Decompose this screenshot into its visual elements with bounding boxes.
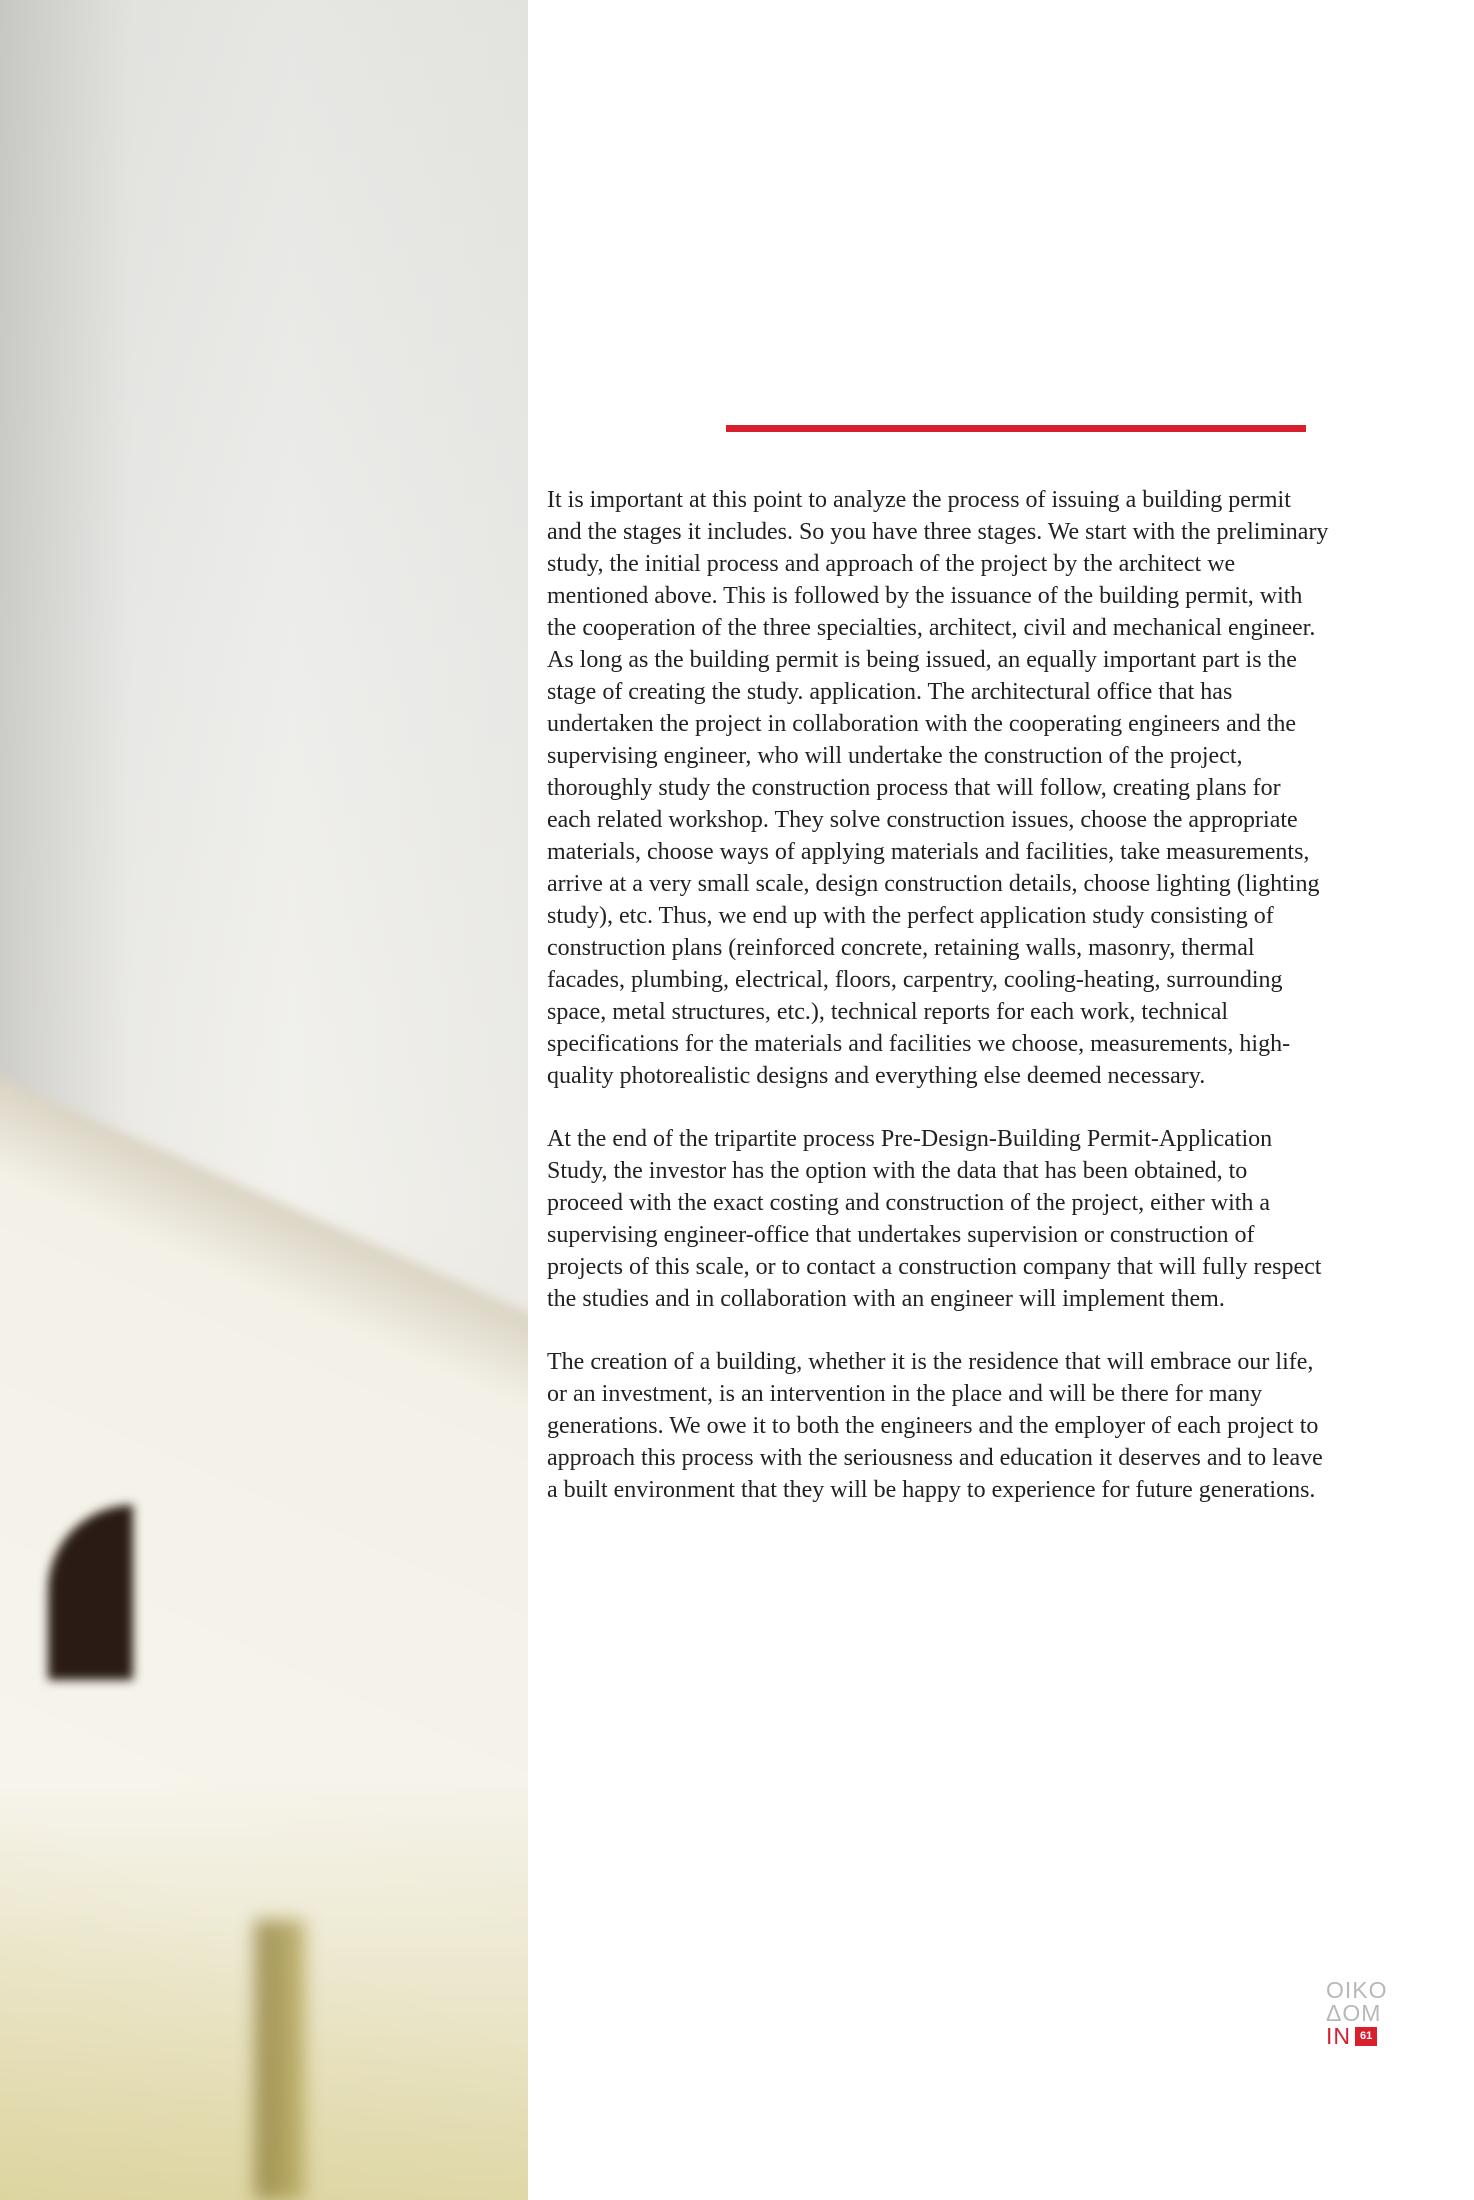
accent-rule [726, 425, 1306, 432]
fence-post [255, 1920, 305, 2200]
logo-text-2: ΔOM [1326, 2000, 1382, 2026]
logo-line-1 [1326, 1979, 1416, 2002]
house-photo [0, 0, 528, 2200]
article-body [547, 484, 1329, 1537]
logo-text-1: OIKO [1326, 1977, 1388, 2003]
article-paragraph-1: It is important at this point to analyze the process of issuing a building permit and the stages it includes. So you have three stages. We start with the preliminary study, the initial process and approach of the project by the architect we mentioned above. This is followed by the issuance of the building permit, with the cooperation of the three specialties, architect, civil and mechanical engineer. As long as the building permit is being issued, an equally important part is the stage of creating the study. application. The architectural office that has undertaken the project in collaboration with the cooperating engineers and the supervising engineer, who will undertake the construction of the project, thoroughly study the construction process that will follow, creating plans for each related workshop. They solve construction issues, choose the appropriate materials, choose ways of applying materials and facilities, take measurements, arrive at a very small scale, design construction details, choose lighting (lighting study), etc. Thus, we end up with the perfect application study consisting of construction plans (reinforced concrete, retaining walls, masonry, thermal facades, plumbing, electrical, floors, carpentry, cooling-heating, surrounding space, metal structures, etc.), technical reports for each work, technical specifications for the materials and facilities we choose, measurements, high-quality photorealistic designs and everything else deemed necessary. [547, 487, 1329, 1089]
article-paragraph-2: At the end of the tripartite process Pre-Design-Building Permit-Application Study, the investor has the option with the data that has been obtained, to proceed with the exact costing and construction of the project, either with a supervising engineer-office that undertakes supervision or construction of projects of this scale, or to contact a construction company that will fully respect the studies and in collaboration with an engineer will implement them. [547, 1126, 1322, 1312]
logo-text-3: IN [1326, 2023, 1351, 2049]
logo-line-2 [1326, 2002, 1416, 2025]
magazine-logo [1326, 1979, 1416, 2048]
page-number-badge: 61 [1355, 2027, 1377, 2046]
logo-line-3 [1326, 2025, 1416, 2048]
article-paragraph-3: The creation of a building, whether it is the residence that will embrace our life, or an investment, is an intervention in the place and will be there for many generations. We owe it to both the engineers and the employer of each project to approach this process with the seriousness and education it deserves and to leave a built environment that they will be happy to experience for future generations. [547, 1349, 1323, 1503]
